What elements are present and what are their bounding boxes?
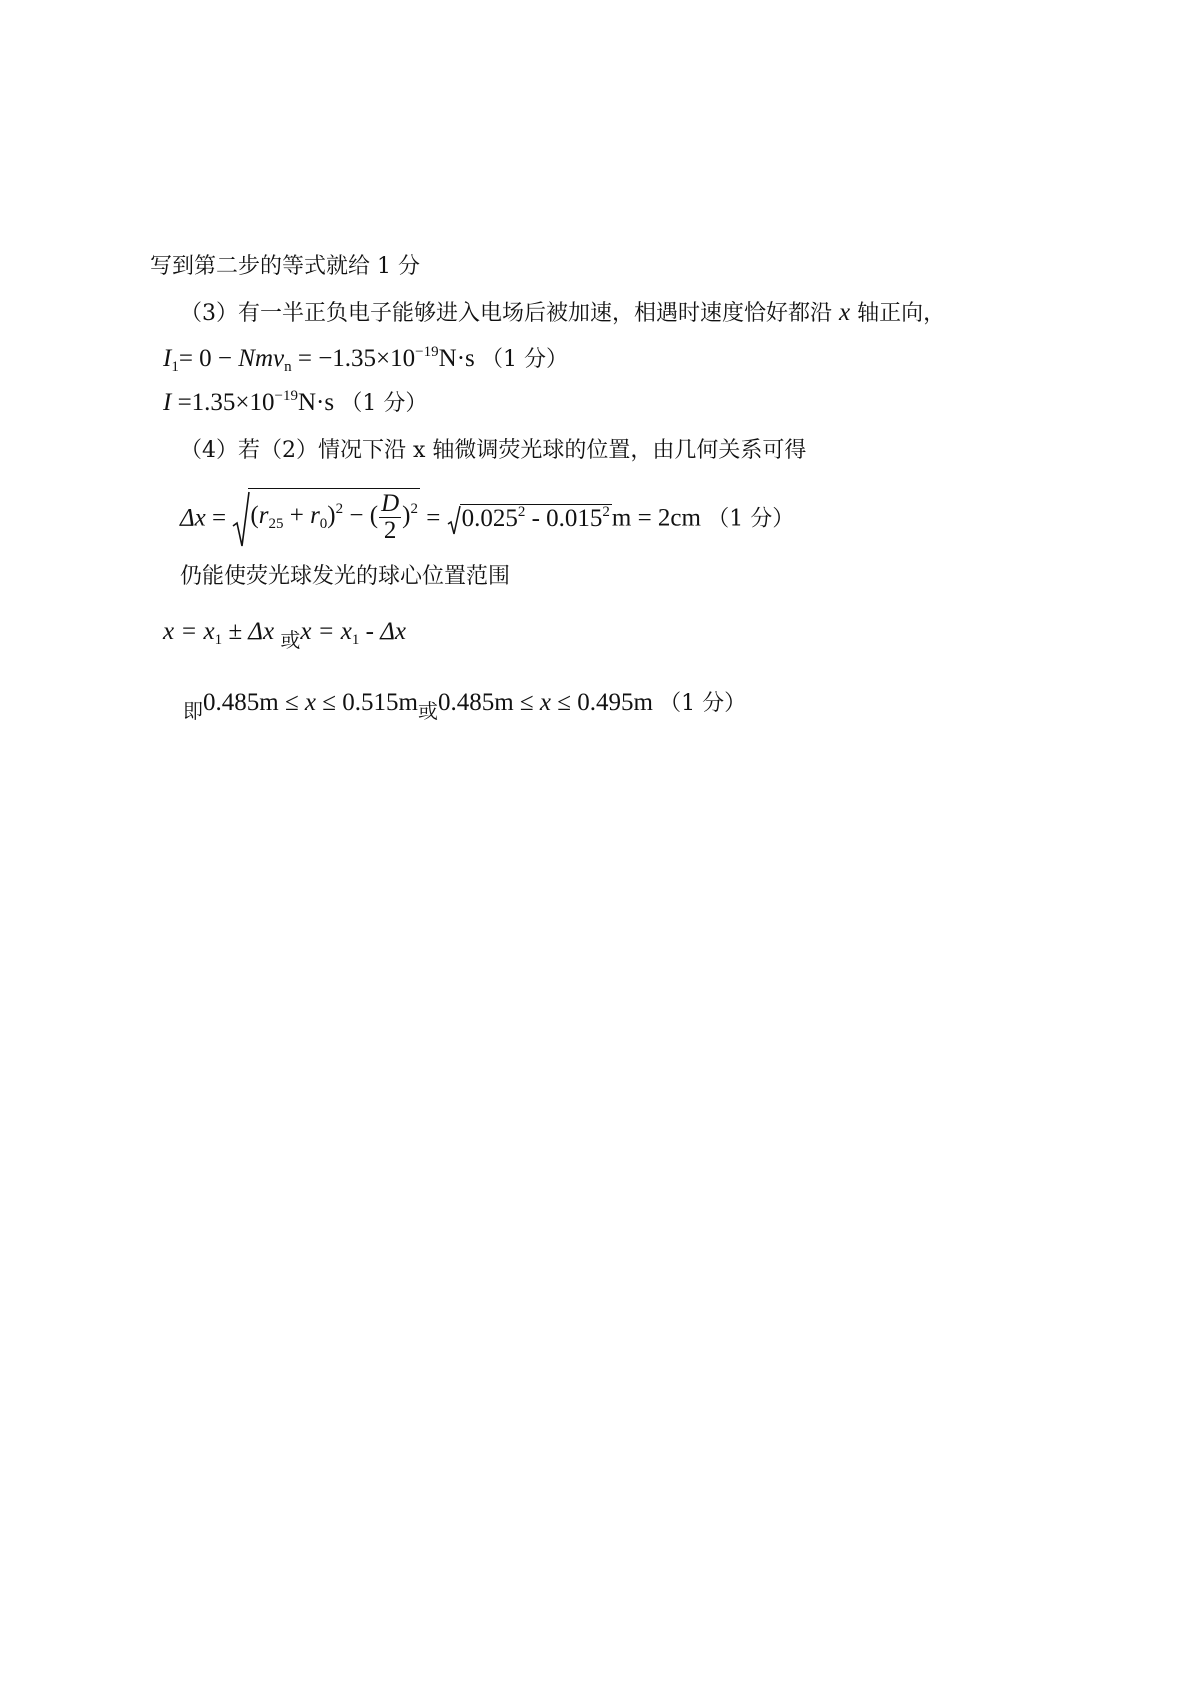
range-intro — [180, 562, 510, 592]
x-variable: x — [304, 689, 317, 716]
grading-note — [150, 252, 420, 282]
result-value: m = 2cm — [611, 504, 701, 532]
score-note: （1 分） — [340, 391, 428, 416]
impulse-exponent: −19 — [274, 388, 298, 404]
ji-word: 即 — [183, 699, 203, 723]
x-equals-x1: x = x — [300, 618, 352, 645]
range-1-lower: 0.485m ≤ — [203, 689, 305, 716]
equation-part: = 0 − — [178, 345, 239, 372]
part4-intro — [180, 436, 806, 466]
exp-2: 2 — [602, 503, 610, 520]
impulse-exponent: −19 — [415, 344, 439, 360]
momentum-term: Nmv — [238, 345, 285, 372]
part4-intro-text: （4）若（2）情况下沿 x 轴微调荧光球的位置，由几何关系可得 — [180, 438, 807, 463]
minus-term: − ( — [343, 502, 379, 530]
part3-intro-text: （3）有一半正负电子能够进入电场后被加速，相遇时速度恰好都沿 — [180, 301, 832, 326]
score-note: （1 分） — [707, 506, 795, 532]
range-2-upper: ≤ 0.495m — [550, 689, 653, 716]
impulse-value: = −1.35×10 — [291, 345, 416, 372]
square-exponent: 2 — [335, 501, 344, 518]
value-1: 0.025 — [461, 504, 518, 532]
delta-x-equation — [180, 490, 794, 550]
plus-sign: + — [283, 502, 311, 530]
r0-subscript: 0 — [319, 516, 328, 533]
impulse-equation-2 — [163, 388, 427, 419]
r-symbol: r — [258, 502, 269, 530]
score-note: （1 分） — [481, 347, 568, 372]
velocity-subscript: n — [284, 359, 292, 375]
radicand-2 — [460, 504, 612, 533]
range-intro-text: 仍能使荧光球发光的球心位置范围 — [180, 564, 511, 589]
range-1-upper: ≤ 0.515m — [316, 689, 418, 716]
final-range — [183, 688, 747, 723]
r0-symbol: r — [310, 502, 320, 530]
impulse-subscript: 1 — [171, 359, 179, 375]
score-note: （1 分） — [659, 691, 747, 716]
d-over-2 — [379, 491, 401, 544]
or-word: 或 — [280, 628, 301, 652]
equals-sign: = — [205, 504, 233, 532]
minus-delta: - Δx — [359, 618, 406, 645]
or-word: 或 — [417, 699, 438, 723]
exp-1: 2 — [517, 503, 526, 520]
square-exponent-2: 2 — [410, 501, 418, 518]
part3-intro-suffix: 轴正向， — [857, 301, 946, 326]
range-2-lower: 0.485m ≤ — [437, 689, 540, 716]
r25-subscript: 25 — [268, 516, 284, 533]
delta-x: Δx — [180, 504, 206, 532]
x-equals-x1: x = x — [163, 618, 215, 645]
impulse-equation-1 — [163, 344, 568, 375]
radical-sign-icon — [447, 504, 461, 536]
impulse-unit: N·s — [298, 389, 335, 416]
x1-subscript: 1 — [351, 632, 360, 648]
plus-minus-delta: ± Δx — [222, 618, 275, 645]
radicand-1: $(r_{25} + r_0)^2$ − ( $\frac{D}{2}$ )$^2$ — [250, 490, 418, 544]
value-2: - 0.015 — [525, 504, 603, 532]
part3-intro — [180, 298, 945, 329]
x-variable: x — [839, 299, 851, 326]
impulse-symbol: I — [163, 389, 172, 416]
d-numerator: D — [381, 490, 400, 517]
impulse-unit: N·s — [438, 345, 475, 372]
impulse-symbol: I — [163, 345, 172, 372]
x1-subscript: 1 — [214, 632, 223, 648]
position-range-formula — [163, 617, 406, 652]
denominator: 2 — [383, 517, 397, 544]
impulse-value: =1.35×10 — [171, 389, 275, 416]
x-variable: x — [539, 689, 551, 716]
equals-sign-2: = — [419, 504, 447, 532]
grading-note-text: 写到第二步的等式就给 1 分 — [150, 254, 420, 279]
